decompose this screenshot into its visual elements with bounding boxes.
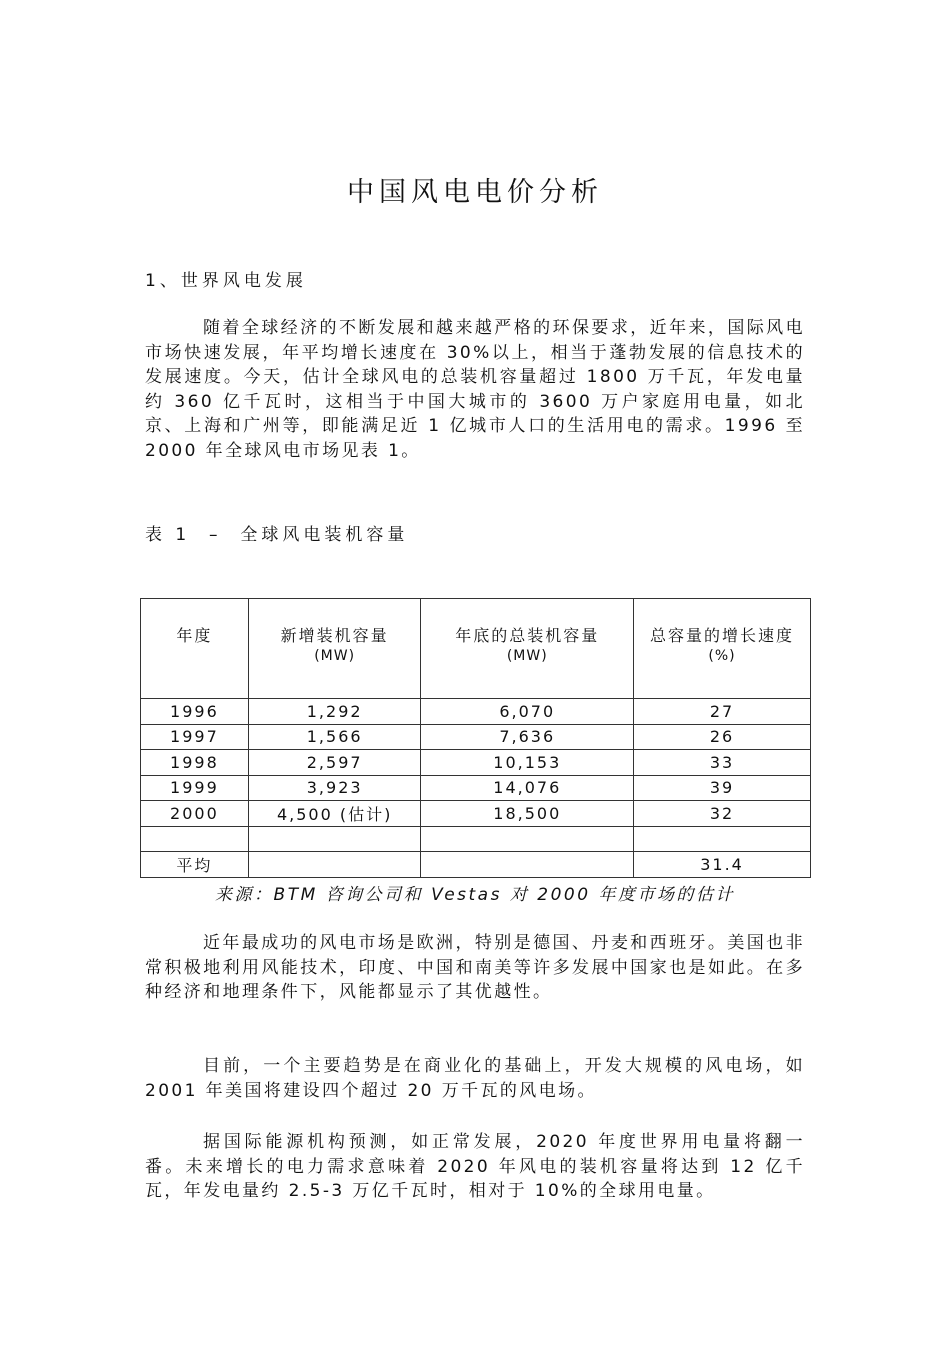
cell-total-capacity: 10,153 (421, 750, 634, 776)
cell-year: 1998 (141, 750, 249, 776)
cell-year: 2000 (141, 801, 249, 827)
paragraph-1: 随着全球经济的不断发展和越来越严格的环保要求，近年来，国际风电市场快速发展，年平均增长速度在 30%以上，相当于蓬勃发展的信息技术的发展速度。今天，估计全球风电的总装机容量超过 1800 万千瓦，年发电量约 360 亿千瓦时，这相当于中国大城市的 3600 万户家庭用电量，如北京、上海和广州等，即能满足近 1 亿城市人口的生活用电的需求。1996 至 2000 年全球风电市场见表 1。 (145, 318, 805, 461)
cell-average-label: 平均 (141, 852, 249, 878)
cell-new-capacity: 4,500 (估计) (248, 801, 421, 827)
capacity-table (140, 598, 811, 878)
cell-growth-rate: 27 (634, 699, 811, 725)
header-total-capacity: 年底的总装机容量 (MW) (421, 599, 634, 699)
table-row (141, 801, 811, 827)
cell-growth-rate: 33 (634, 750, 811, 776)
table-row-empty (141, 826, 811, 852)
cell-new-capacity: 1,292 (248, 699, 421, 725)
cell-total-capacity: 7,636 (421, 724, 634, 750)
table-source-note: 来源：BTM 咨询公司和 Vestas 对 2000 年度市场的估计 (215, 885, 735, 905)
table-caption: 表 1 – 全球风电装机容量 (145, 525, 409, 545)
cell-total-capacity: 18,500 (421, 801, 634, 827)
header-growth-rate: 总容量的增长速度 (%) (634, 599, 811, 699)
table-header-row (141, 599, 811, 699)
paragraph-2: 近年最成功的风电市场是欧洲，特别是德国、丹麦和西班牙。美国也非常积极地利用风能技术，印度、中国和南美等许多发展中国家也是如此。在多种经济和地理条件下，风能都显示了其优越性。 (145, 933, 805, 1002)
cell-new-capacity: 1,566 (248, 724, 421, 750)
header-new-capacity: 新增装机容量 (MW) (248, 599, 421, 699)
cell-new-capacity: 3,923 (248, 775, 421, 801)
document-title: 中国风电电价分析 (347, 177, 603, 208)
cell-new-capacity: 2,597 (248, 750, 421, 776)
cell-total-capacity (421, 826, 634, 852)
cell-average-growth: 31.4 (634, 852, 811, 878)
cell-total-capacity: 14,076 (421, 775, 634, 801)
cell-year: 1996 (141, 699, 249, 725)
table-row (141, 750, 811, 776)
cell-year: 1997 (141, 724, 249, 750)
table-row (141, 724, 811, 750)
paragraph-4: 据国际能源机构预测，如正常发展，2020 年度世界用电量将翻一番。未来增长的电力需求意味着 2020 年风电的装机容量将达到 12 亿千瓦，年发电量约 2.5-3 万亿千瓦时，相对于 10%的全球用电量。 (145, 1132, 805, 1201)
section-heading: 1、世界风电发展 (145, 271, 307, 291)
cell-total-capacity: 6,070 (421, 699, 634, 725)
cell-year (141, 826, 249, 852)
cell-new-capacity (248, 826, 421, 852)
cell-new-capacity (248, 852, 421, 878)
cell-growth-rate: 32 (634, 801, 811, 827)
table-row-average (141, 852, 811, 878)
header-year: 年度 (141, 599, 249, 699)
table-row (141, 775, 811, 801)
cell-total-capacity (421, 852, 634, 878)
cell-year: 1999 (141, 775, 249, 801)
cell-growth-rate (634, 826, 811, 852)
paragraph-3: 目前，一个主要趋势是在商业化的基础上，开发大规模的风电场，如 2001 年美国将建设四个超过 20 万千瓦的风电场。 (145, 1056, 805, 1101)
cell-growth-rate: 39 (634, 775, 811, 801)
cell-growth-rate: 26 (634, 724, 811, 750)
table-row (141, 699, 811, 725)
